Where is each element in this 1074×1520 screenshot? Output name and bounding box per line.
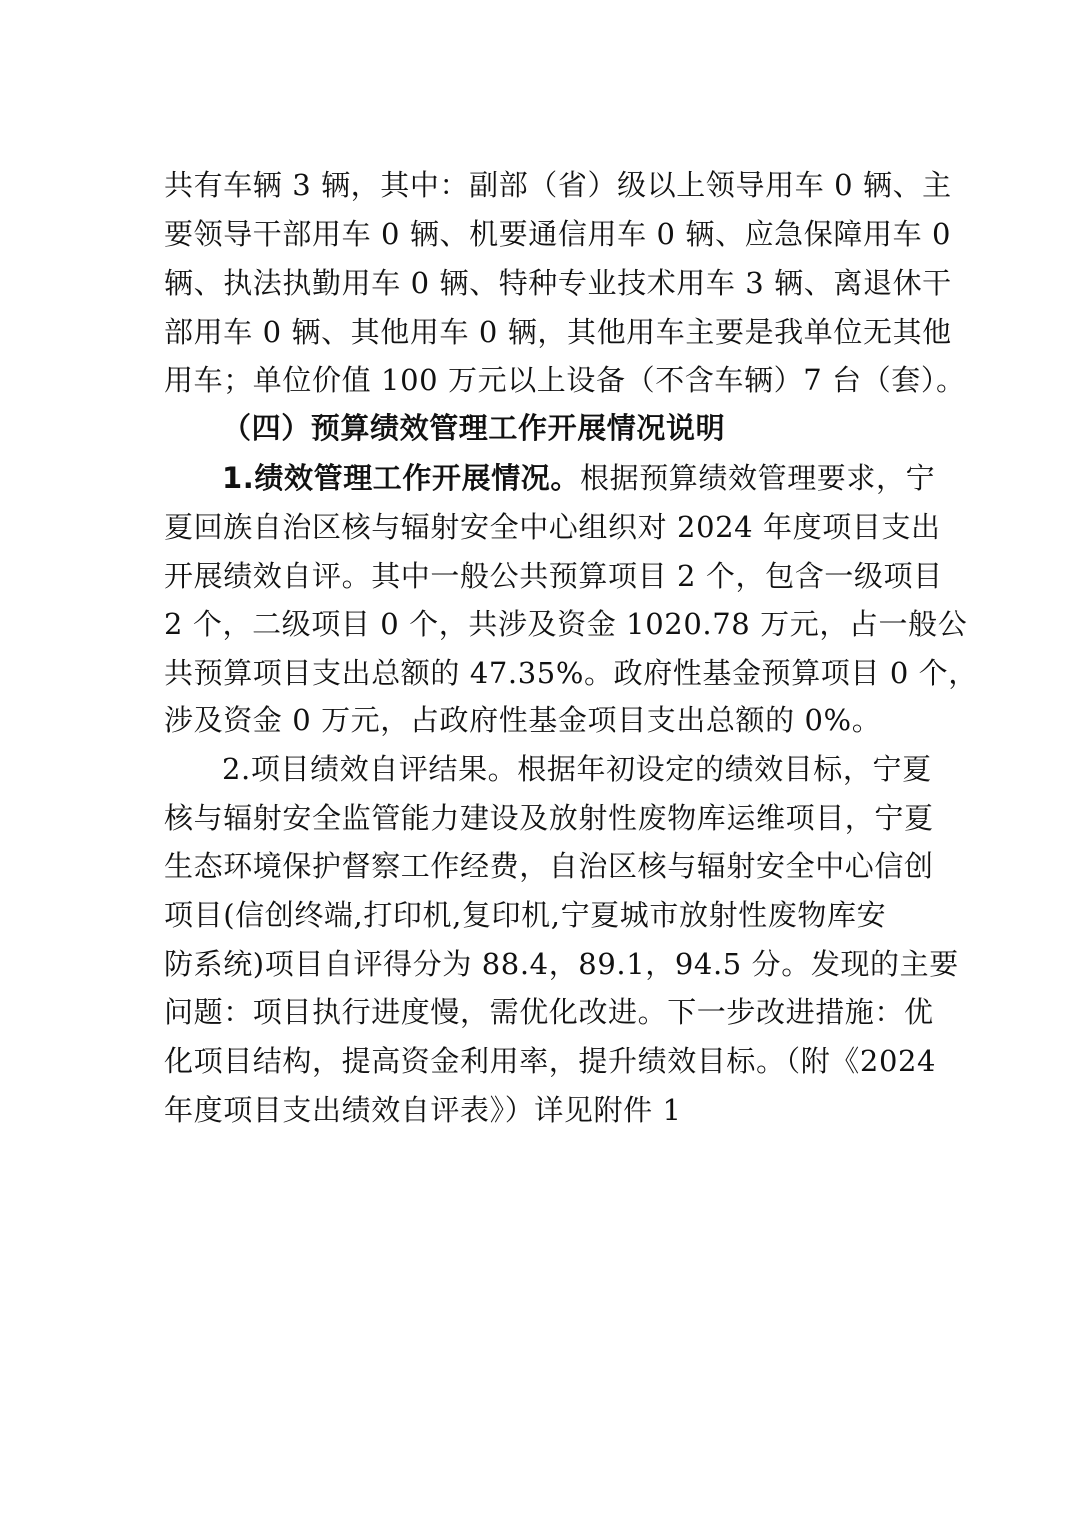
text-line: 辆、执法执勤用车 0 辆、特种专业技术用车 3 辆、离退休干: [164, 266, 952, 300]
text-line: 生态环境保护督察工作经费，自治区核与辐射安全中心信创: [164, 849, 934, 883]
text-line: 2 个，二级项目 0 个，共涉及资金 1020.78 万元，占一般公: [164, 607, 968, 641]
text-line: 部用车 0 辆、其他用车 0 辆，其他用车主要是我单位无其他: [164, 315, 952, 349]
text-line: 用车；单位价值 100 万元以上设备（不含车辆）7 台（套）。: [164, 363, 966, 397]
section-heading: （四）预算绩效管理工作开展情况说明: [222, 411, 726, 445]
paragraph-first-line: [222, 450, 982, 506]
paragraph-lead: 1.绩效管理工作开展情况。: [222, 461, 580, 495]
text-line: 问题：项目执行进度慢，需优化改进。下一步改进措施：优: [164, 995, 934, 1029]
text-line: 开展绩效自评。其中一般公共预算项目 2 个，包含一级项目: [164, 559, 943, 593]
text-line: 核与辐射安全监管能力建设及放射性废物库运维项目，宁夏: [164, 801, 934, 835]
text-line: 防系统)项目自评得分为 88.4，89.1，94.5 分。发现的主要: [164, 947, 959, 981]
text-line: 夏回族自治区核与辐射安全中心组织对 2024 年度项目支出: [164, 510, 941, 544]
text-line: 共有车辆 3 辆，其中：副部（省）级以上领导用车 0 辆、主: [164, 168, 952, 202]
text-line: 年度项目支出绩效自评表》）详见附件 1: [164, 1093, 682, 1127]
text-line: 要领导干部用车 0 辆、机要通信用车 0 辆、应急保障用车 0: [164, 217, 952, 251]
text-line: 项目(信创终端,打印机,复印机,宁夏城市放射性废物库安: [164, 898, 887, 932]
paragraph-text: 根据预算绩效管理要求，宁: [580, 461, 936, 495]
text-line: 2.项目绩效自评结果。根据年初设定的绩效目标，宁夏: [222, 752, 932, 786]
text-line: 化项目结构，提高资金利用率，提升绩效目标。（附《2024: [164, 1044, 937, 1078]
text-line: 共预算项目支出总额的 47.35%。政府性基金预算项目 0 个，: [164, 656, 978, 690]
text-line: 涉及资金 0 万元，占政府性基金项目支出总额的 0%。: [164, 703, 882, 737]
